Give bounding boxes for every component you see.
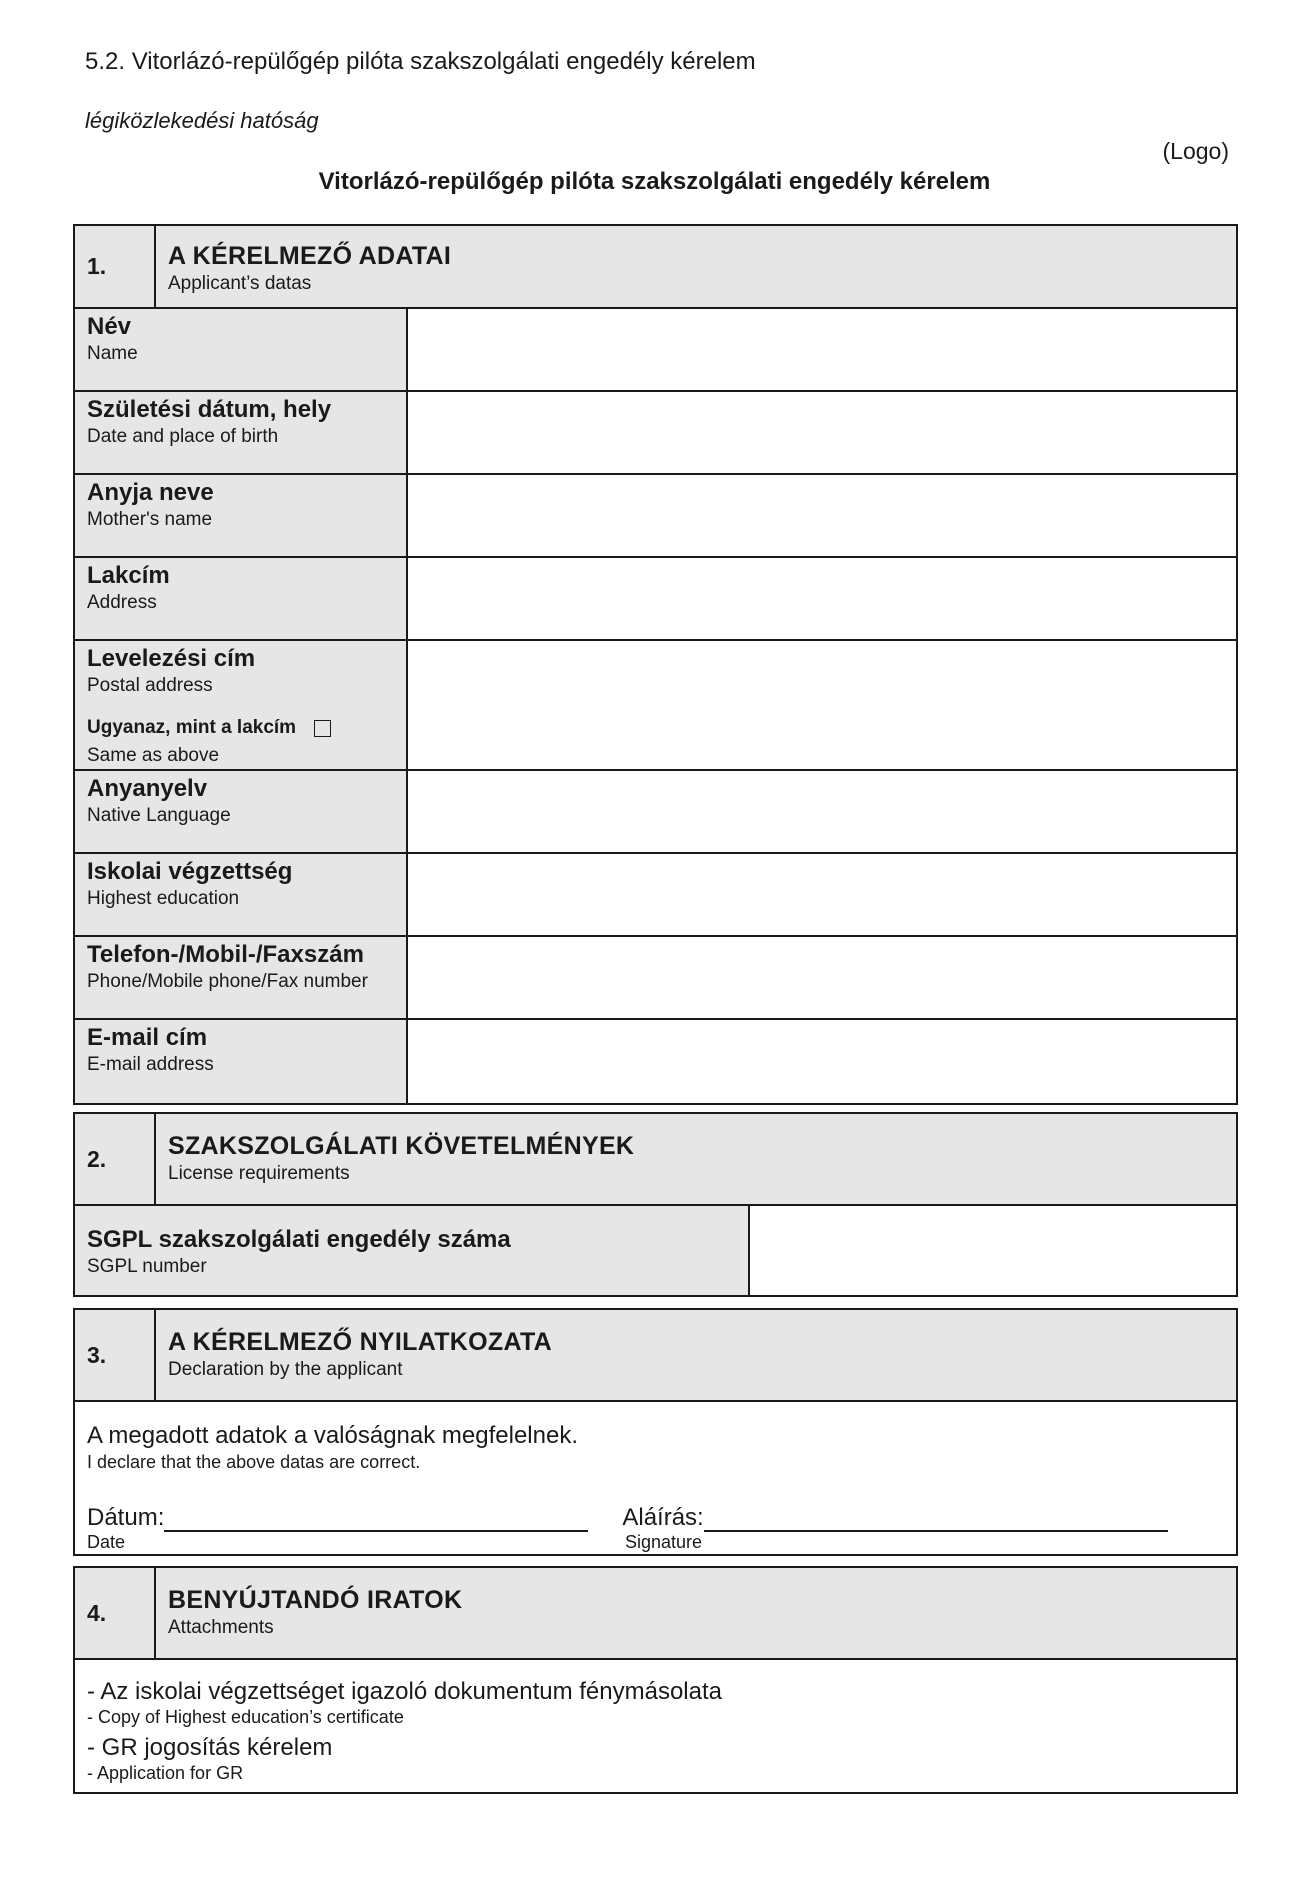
form-title: Vitorlázó-repülőgép pilóta szakszolgálati engedély kérelem (318, 168, 991, 195)
field-label-en: E-mail address (87, 1054, 214, 1075)
section-number: 3. (75, 1310, 156, 1400)
field-label-en: Date and place of birth (87, 426, 279, 447)
logo-placeholder: (Logo) (1162, 138, 1229, 164)
native-language-input[interactable] (408, 771, 1236, 852)
date-label: Dátum: (87, 1504, 165, 1531)
field-label-en: Postal address (87, 675, 213, 696)
field-label: Telefon-/Mobil-/Faxszám (87, 941, 364, 968)
field-row-phone (75, 937, 1236, 1020)
field-row-name (75, 309, 1236, 392)
field-label-en: Phone/Mobile phone/Fax number (87, 971, 368, 992)
field-row-email (75, 1020, 1236, 1103)
list-item: - GR jogosítás kérelem (87, 1734, 333, 1761)
declaration-text-en: I declare that the above datas are correct. (87, 1452, 421, 1472)
mother-name-input[interactable] (408, 475, 1236, 556)
section-number: 1. (75, 226, 156, 307)
education-input[interactable] (408, 854, 1236, 935)
section-title: BENYÚJTANDÓ IRATOK (168, 1586, 463, 1614)
field-label: Iskolai végzettség (87, 858, 293, 885)
field-label-en: Address (87, 592, 157, 613)
section-header (75, 226, 1236, 309)
same-as-address-label: Ugyanaz, mint a lakcím (87, 717, 297, 738)
field-row-education (75, 854, 1236, 937)
page-heading: 5.2. Vitorlázó-repülőgép pilóta szakszolgálati engedély kérelem (85, 48, 756, 75)
field-label: Név (87, 313, 132, 340)
field-label: Születési dátum, hely (87, 396, 332, 423)
field-label: Anyja neve (87, 479, 214, 506)
field-row-address (75, 558, 1236, 641)
section-license-requirements (73, 1112, 1238, 1297)
declaration-text: A megadott adatok a valóságnak megfelelnek. (87, 1422, 578, 1449)
section-number: 2. (75, 1114, 156, 1204)
section-subtitle: Attachments (168, 1617, 274, 1638)
date-label-en: Date (87, 1532, 126, 1552)
attachments-list (75, 1660, 1236, 1792)
list-item-en: - Application for GR (87, 1763, 244, 1783)
section-header (75, 1310, 1236, 1402)
field-label: Lakcím (87, 562, 170, 589)
list-item-en: - Copy of Highest education’s certificate (87, 1707, 404, 1727)
authority-name: légiközlekedési hatóság (85, 108, 319, 133)
birth-input[interactable] (408, 392, 1236, 473)
section-number: 4. (75, 1568, 156, 1658)
section-declaration (73, 1308, 1238, 1556)
phone-input[interactable] (408, 937, 1236, 1018)
signature-label: Aláírás: (622, 1504, 704, 1531)
email-input[interactable] (408, 1020, 1236, 1103)
field-label-en: Native Language (87, 805, 231, 826)
field-label: SGPL szakszolgálati engedély száma (87, 1226, 511, 1253)
field-label: Levelezési cím (87, 645, 256, 672)
signature-label-en: Signature (625, 1532, 703, 1552)
field-row-postal-address (75, 641, 1236, 771)
section-header (75, 1568, 1236, 1660)
field-row-sgpl-number (75, 1206, 1236, 1295)
name-input[interactable] (408, 309, 1236, 390)
section-subtitle: License requirements (168, 1163, 350, 1184)
section-attachments (73, 1566, 1238, 1794)
section-header (75, 1114, 1236, 1206)
section-subtitle: Declaration by the applicant (168, 1359, 403, 1380)
field-row-birth (75, 392, 1236, 475)
date-input[interactable] (164, 1506, 588, 1532)
field-label-en: Mother's name (87, 509, 213, 530)
same-as-address-label-en: Same as above (87, 745, 220, 766)
field-label-en: SGPL number (87, 1256, 207, 1277)
field-row-native-language (75, 771, 1236, 854)
signature-input[interactable] (704, 1506, 1168, 1532)
section-title: SZAKSZOLGÁLATI KÖVETELMÉNYEK (168, 1132, 635, 1160)
field-row-mother-name (75, 475, 1236, 558)
postal-address-input[interactable] (408, 641, 1236, 769)
section-title: A KÉRELMEZŐ NYILATKOZATA (168, 1328, 553, 1356)
field-label-en: Highest education (87, 888, 240, 909)
section-title: A KÉRELMEZŐ ADATAI (168, 242, 452, 270)
section-subtitle: Applicant’s datas (168, 273, 312, 294)
field-label-en: Name (87, 343, 138, 364)
sgpl-number-input[interactable] (750, 1206, 1236, 1295)
field-label: Anyanyelv (87, 775, 208, 802)
field-label: E-mail cím (87, 1024, 208, 1051)
same-as-address-checkbox[interactable] (314, 720, 331, 737)
declaration-body (75, 1402, 1236, 1554)
list-item: - Az iskolai végzettséget igazoló dokumentum fénymásolata (87, 1678, 723, 1705)
address-input[interactable] (408, 558, 1236, 639)
section-applicant-data (73, 224, 1238, 1105)
